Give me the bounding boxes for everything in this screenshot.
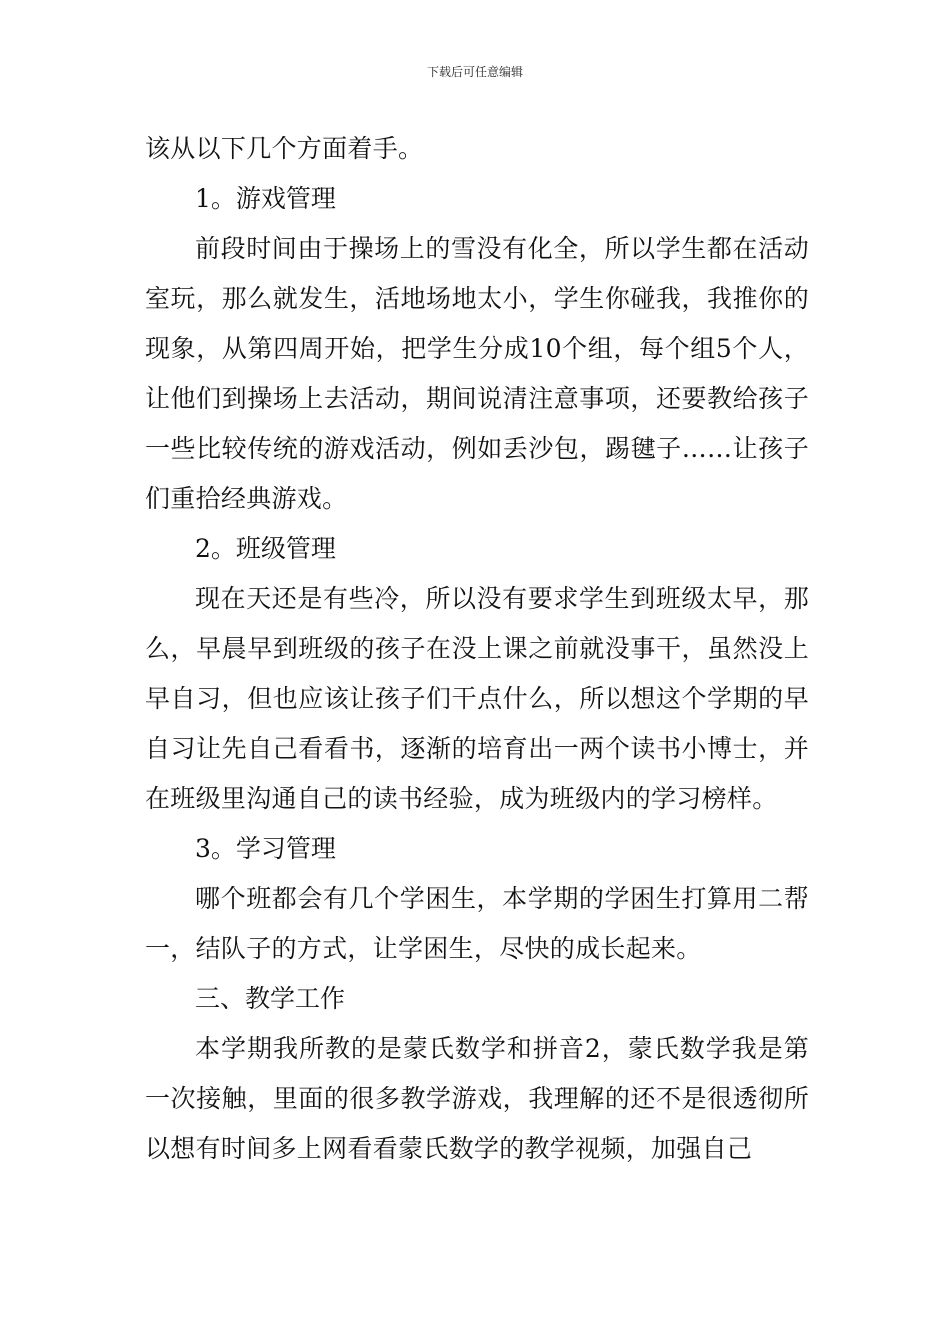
section-heading-class-management: 2。班级管理 bbox=[195, 534, 336, 563]
paragraph-teaching-work: 本学期我所教的是蒙氏数学和拼音2，蒙氏数学我是第一次接触，里面的很多教学游戏，我理解的还不是很透彻所以想有时间多上网看看蒙氏数学的教学视频，加强自己 bbox=[145, 1034, 809, 1163]
section-heading-study-management: 3。学习管理 bbox=[195, 834, 336, 863]
paragraph-class-management: 现在天还是有些冷，所以没有要求学生到班级太早，那么，早晨早到班级的孩子在没上课之前就没事干，虽然没上早自习，但也应该让孩子们干点什么，所以想这个学期的早自习让先自己看看书，逐渐的培育出一两个读书小博士，并在班级里沟通自己的读书经验，成为班级内的学习榜样。 bbox=[145, 584, 809, 813]
paragraph-continuation: 该从以下几个方面着手。 bbox=[145, 134, 424, 163]
document-body bbox=[145, 124, 809, 1174]
section-heading-game-management: 1。游戏管理 bbox=[195, 184, 336, 213]
paragraph-game-management: 前段时间由于操场上的雪没有化全，所以学生都在活动室玩，那么就发生，活地场地太小，学生你碰我，我推你的现象，从第四周开始，把学生分成10个组，每个组5个人，让他们到操场上去活动，期间说清注意事项，还要教给孩子一些比较传统的游戏活动，例如丢沙包，踢毽子……让孩子们重拾经典游戏。 bbox=[145, 234, 809, 513]
paragraph-study-management: 哪个班都会有几个学困生，本学期的学困生打算用二帮一，结队子的方式，让学困生，尽快的成长起来。 bbox=[145, 884, 809, 963]
section-heading-teaching-work: 三、教学工作 bbox=[195, 984, 346, 1013]
page-header-note: 下载后可任意编辑 bbox=[426, 65, 523, 79]
